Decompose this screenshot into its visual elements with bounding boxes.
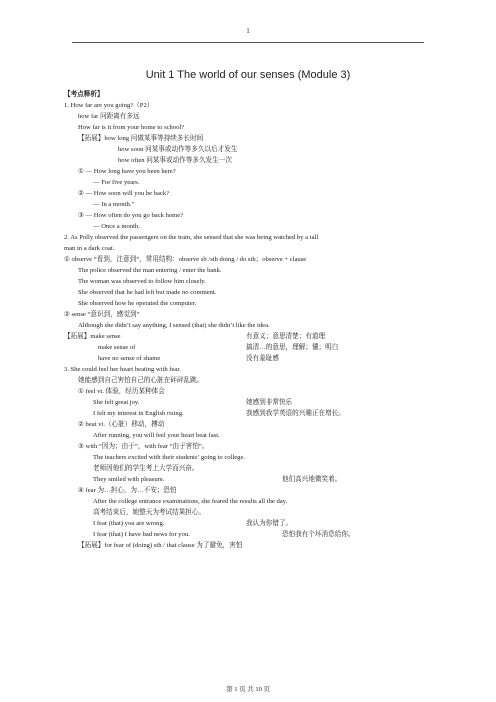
text-line: 【拓展】for fear of (doing) sth / that clause 为了避免，害怕 (78, 542, 243, 549)
text-line: ① observe “看到，注意到”，常用结构：observe sb /sth doing / do sth；observe + clause (64, 256, 307, 263)
text-line: They smiled with pleasure. (93, 476, 165, 483)
text-line: — In a month." (93, 201, 135, 208)
text-line: The teachers excited with their students’ going to college. (93, 454, 246, 461)
text-line: 他们高兴地微笑着。 (282, 476, 342, 483)
text-line: 【拓展】make sense (64, 333, 121, 340)
document-title: Unit 1 The world of our senses (Module 3) (145, 69, 351, 81)
text-line: 她能感到自己害怕自己的心脏在砰砰乱跳。 (78, 377, 204, 384)
text-line: She observed how he operated the computer. (78, 300, 197, 307)
text-line: how far 问距离有多远 (78, 113, 140, 120)
text-line: ③ — How often do you go back home? (78, 212, 184, 219)
text-line: ① — How long have you been here? (78, 168, 176, 175)
page-footer: 第 1 页 共 10 页 (226, 686, 270, 693)
page-number-header: 1 (246, 27, 250, 35)
text-line: make sense of (98, 344, 136, 351)
text-line: ① feel vt. 体验，经历某种体会 (78, 388, 165, 395)
text-line: The woman was observed to follow him closely. (78, 278, 206, 285)
text-line: ③ with “因为；由于”，with fear “由于害怕”。 (78, 443, 209, 450)
text-line: ④ fear 为…担心，为…不安；恐怕 (78, 487, 177, 494)
text-line: 我感到我学英语的兴趣正在增长。 (246, 410, 345, 417)
header-rule (72, 42, 424, 43)
text-line: I felt my interest in English rising. (93, 410, 184, 417)
text-line: have no sense of shame (98, 355, 161, 362)
text-line: After the college entrance examinations, she feared the results all the day. (93, 498, 288, 505)
text-line: 有意义；意思清楚；有道理 (246, 333, 326, 340)
text-line: I fear (that) you are wrong. (93, 520, 165, 527)
text-line: I fear (that) I have bad news for you. (93, 531, 190, 538)
text-line: how often 问某事或动作等多久发生一次 (118, 157, 232, 164)
text-line: 2. As Polly observed the passengers on the train, she sensed that she was being watched by a tall (64, 234, 319, 241)
text-line: 老师因他们的学生考上大学而兴奋。 (93, 465, 199, 472)
text-line: Although she didn’t say anything, I sensed (that) she didn’t like the idea. (78, 322, 270, 329)
text-line: ② beat vi.（心脏）移动，搏动 (78, 421, 165, 428)
text-line: man in a dark coat. (64, 245, 115, 252)
text-line: 恐怕我有个坏消息给你。 (282, 531, 355, 538)
text-line: ② sense “意识到，感觉到” (64, 311, 140, 318)
text-line: The police observed the man entering / enter the bank. (78, 267, 222, 274)
text-line: — Once a month. (93, 223, 140, 230)
text-line: ② — How soon will you be back? (78, 190, 170, 197)
text-line: how soon 问某事或动作等多久以后才发生 (118, 146, 238, 153)
text-line: 没有羞耻感 (246, 355, 279, 362)
text-line: — For five years. (93, 179, 140, 186)
text-line: 3. She could feel her heart beating with fear. (64, 366, 181, 373)
text-line: 我认为你错了。 (246, 520, 293, 527)
text-line: She observed that he had left but made no comment. (78, 289, 217, 296)
text-line: 高考结束后，她整天为考试结果担心。 (93, 509, 206, 516)
text-line: She felt great joy. (93, 399, 140, 406)
text-line: How far is it from your home to school? (78, 124, 185, 131)
text-line: After running, you will feel your heart beat fast. (93, 432, 220, 439)
text-line: 【考点释析】 (64, 91, 104, 98)
text-line: 1. How far are you going?（P2） (64, 102, 154, 109)
text-line: 她感到非常快乐 (246, 399, 293, 406)
text-line: 搞清…的意思，理解；懂；明白 (246, 344, 339, 351)
text-line: 【拓展】how long 问做某事等持续多长时间 (78, 135, 204, 142)
